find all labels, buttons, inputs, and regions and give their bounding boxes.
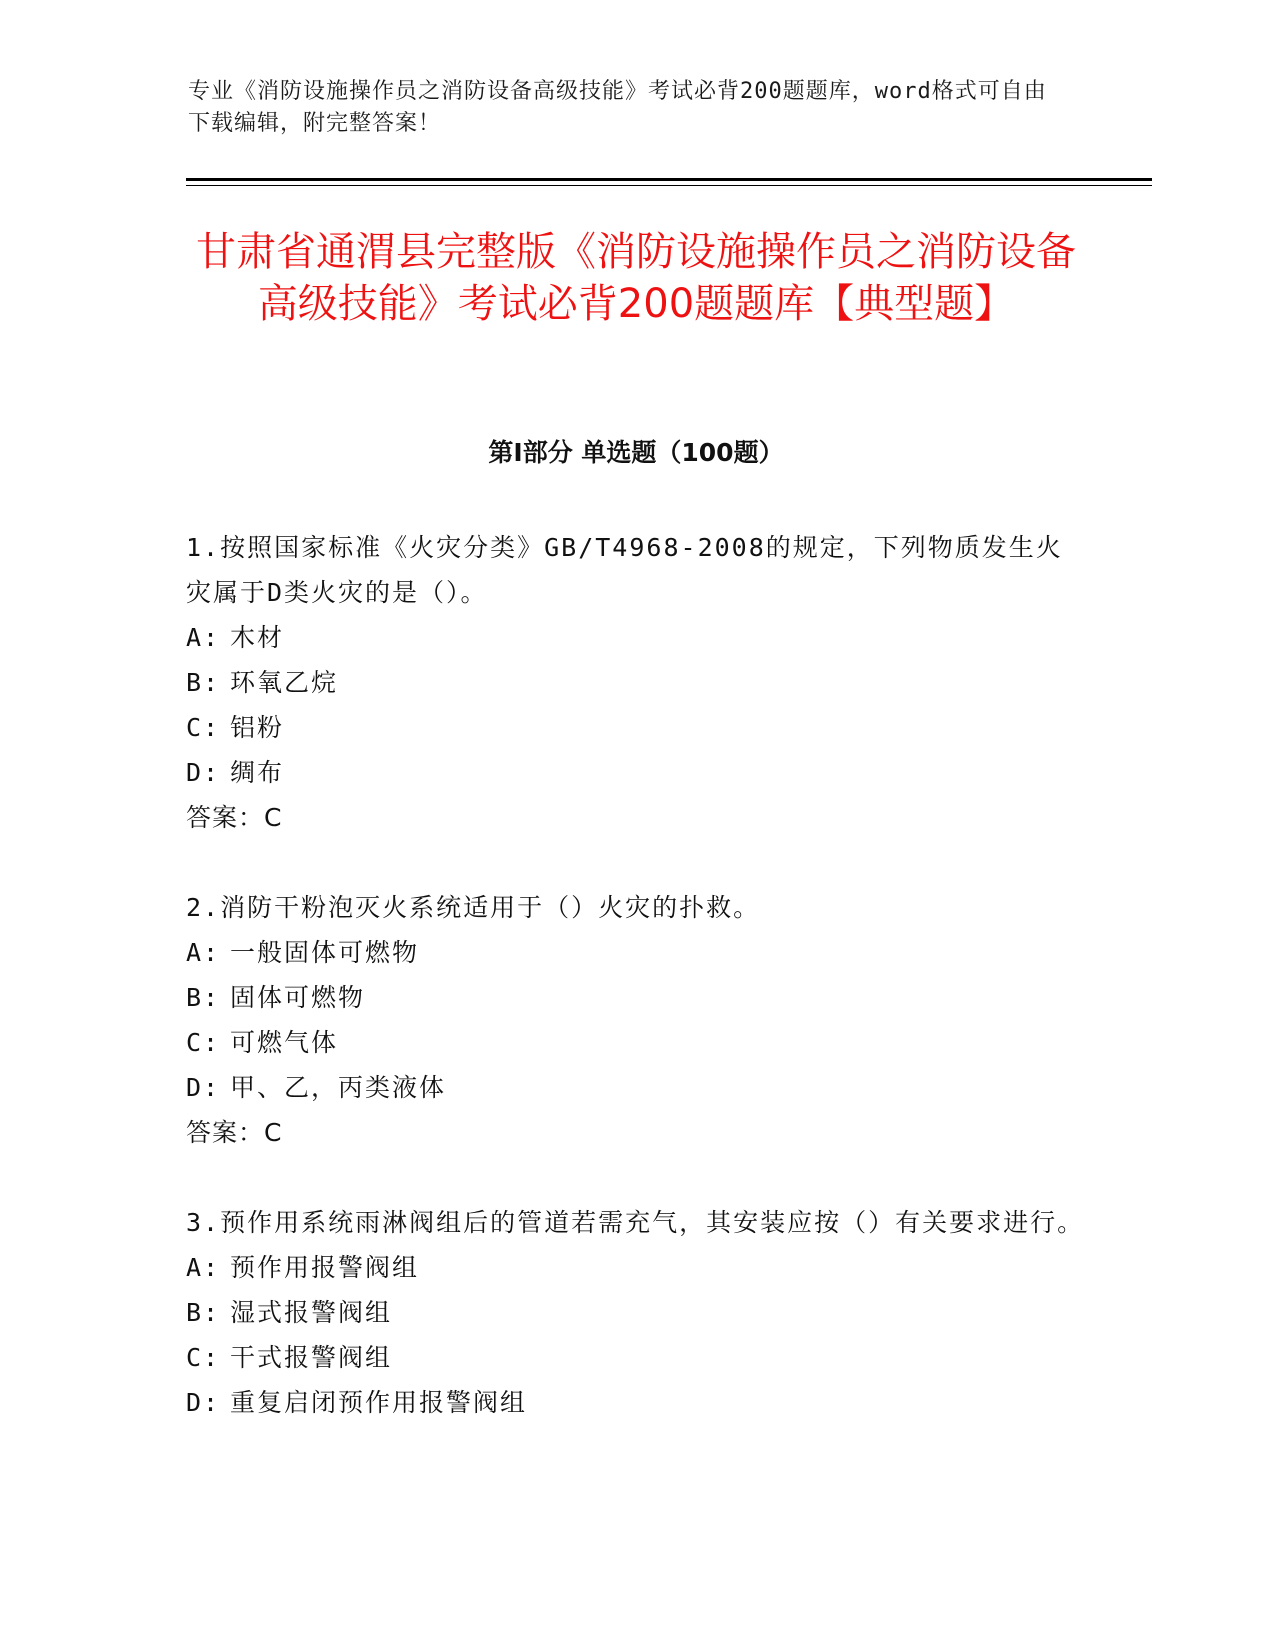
question-stem: 2.消防干粉泡灭火系统适用于（）火灾的扑救。 bbox=[186, 893, 761, 922]
option-letter: D: bbox=[186, 1073, 221, 1102]
answer-label: 答案： bbox=[186, 803, 265, 832]
option-text: 预作用报警阀组 bbox=[230, 1253, 420, 1282]
question-stem: 1.按照国家标准《火灾分类》GB/T4968-2008的规定，下列物质发生火灾属于D类火灾的是（）。 bbox=[186, 533, 1063, 607]
header-note: 专业《消防设施操作员之消防设备高级技能》考试必背200题题库，word格式可自由下载编辑，附完整答案！ bbox=[188, 79, 1047, 136]
option-text: 重复启闭预作用报警阀组 bbox=[230, 1388, 528, 1417]
option-letter: D: bbox=[186, 758, 221, 787]
option-letter: C: bbox=[186, 1028, 221, 1057]
answer-line bbox=[186, 1110, 1086, 1155]
option-a bbox=[186, 1245, 1086, 1290]
question-stem: 3.预作用系统雨淋阀组后的管道若需充气，其安装应按（）有关要求进行。 bbox=[186, 1208, 1085, 1237]
option-letter: A: bbox=[186, 1253, 221, 1282]
option-text: 可燃气体 bbox=[230, 1028, 339, 1057]
answer-value: C bbox=[264, 1118, 283, 1147]
question-1 bbox=[186, 525, 1086, 840]
option-text: 环氧乙烷 bbox=[230, 668, 339, 697]
option-a bbox=[186, 615, 1086, 660]
document-title: 甘肃省通渭县完整版《消防设施操作员之消防设备高级技能》考试必背200题题库【典型题】 bbox=[196, 229, 1076, 327]
option-text: 甲、乙，丙类液体 bbox=[230, 1073, 447, 1102]
answer-label: 答案： bbox=[186, 1118, 265, 1147]
option-letter: C: bbox=[186, 1343, 221, 1372]
option-text: 固体可燃物 bbox=[230, 983, 366, 1012]
option-letter: B: bbox=[186, 1298, 221, 1327]
option-b bbox=[186, 1290, 1086, 1335]
option-c bbox=[186, 705, 1086, 750]
section-heading: 第I部分 单选题（100题） bbox=[488, 438, 784, 467]
option-letter: A: bbox=[186, 938, 221, 967]
option-c bbox=[186, 1020, 1086, 1065]
option-a bbox=[186, 930, 1086, 975]
question-2 bbox=[186, 885, 1086, 1155]
answer-value: C bbox=[264, 803, 283, 832]
option-letter: C: bbox=[186, 713, 221, 742]
option-text: 干式报警阀组 bbox=[230, 1343, 393, 1372]
header-rule-thick bbox=[186, 178, 1152, 181]
option-text: 绸布 bbox=[230, 758, 285, 787]
option-text: 一般固体可燃物 bbox=[230, 938, 420, 967]
answer-line bbox=[186, 795, 1086, 840]
option-b bbox=[186, 660, 1086, 705]
option-d bbox=[186, 1065, 1086, 1110]
header-rule-thin bbox=[186, 185, 1152, 186]
option-d bbox=[186, 1380, 1086, 1425]
option-b bbox=[186, 975, 1086, 1020]
option-c bbox=[186, 1335, 1086, 1380]
option-letter: D: bbox=[186, 1388, 221, 1417]
option-letter: A: bbox=[186, 623, 221, 652]
option-text: 湿式报警阀组 bbox=[230, 1298, 393, 1327]
question-3 bbox=[186, 1200, 1086, 1425]
option-letter: B: bbox=[186, 983, 221, 1012]
option-letter: B: bbox=[186, 668, 221, 697]
option-text: 铝粉 bbox=[230, 713, 285, 742]
question-list bbox=[186, 525, 1086, 1470]
option-text: 木材 bbox=[230, 623, 285, 652]
option-d bbox=[186, 750, 1086, 795]
